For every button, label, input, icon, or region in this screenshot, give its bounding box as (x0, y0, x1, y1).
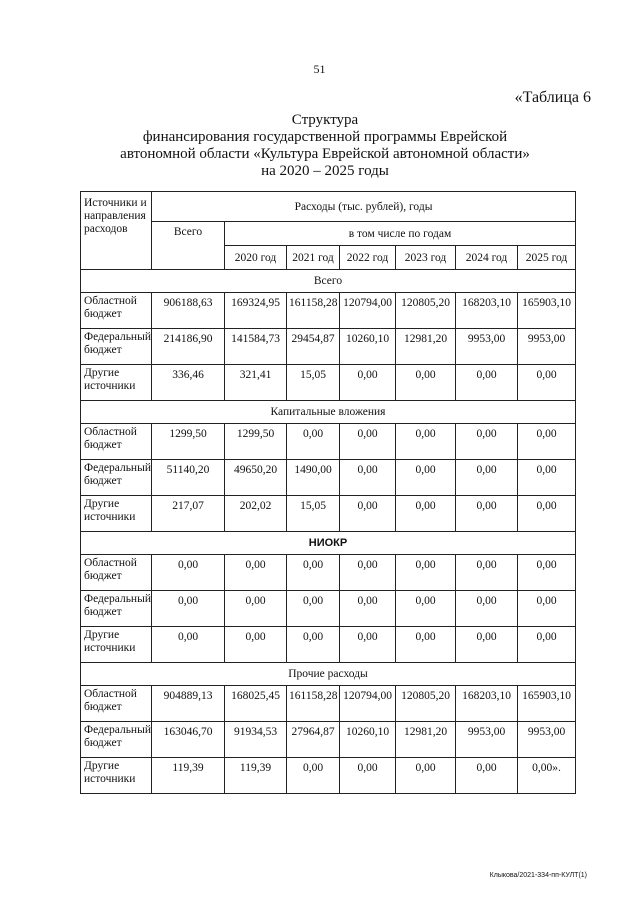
title-line: автономной области «Культура Еврейской автономной области» (120, 146, 530, 162)
total-cell: 119,39 (152, 758, 225, 794)
section-title: Прочие расходы (81, 663, 576, 686)
section-title: Всего (81, 270, 576, 293)
year-value-cell: 0,00 (287, 758, 340, 794)
year-value-cell: 168203,10 (456, 686, 518, 722)
table-row (81, 758, 576, 794)
year-value-cell: 0,00 (287, 424, 340, 460)
total-cell: 906188,63 (152, 293, 225, 329)
year-value-cell: 168203,10 (456, 293, 518, 329)
year-value-cell: 165903,10 (518, 293, 576, 329)
year-value-cell: 91934,53 (225, 722, 287, 758)
source-cell: Федеральный бюджет (81, 329, 152, 365)
header-year: 2025 год (518, 246, 576, 270)
year-value-cell: 0,00 (518, 555, 576, 591)
footer-code: Клыкова/2021-334-пп-КУЛТ(1) (489, 872, 587, 879)
header-year: 2022 год (340, 246, 396, 270)
year-value-cell: 1299,50 (225, 424, 287, 460)
table-row (81, 591, 576, 627)
header-year: 2021 год (287, 246, 340, 270)
year-value-cell: 0,00 (340, 496, 396, 532)
header-year: 2024 год (456, 246, 518, 270)
table-row (81, 496, 576, 532)
table-row (81, 627, 576, 663)
title-line: финансирования государственной программы Еврейской (142, 129, 508, 145)
table-row (81, 460, 576, 496)
header-by-years: в том числе по годам (225, 222, 576, 246)
year-value-cell: 0,00 (225, 555, 287, 591)
year-value-cell: 0,00 (456, 496, 518, 532)
year-value-cell: 0,00 (518, 591, 576, 627)
year-value-cell: 0,00 (396, 758, 456, 794)
year-value-cell: 0,00 (456, 627, 518, 663)
year-value-cell: 12981,20 (396, 722, 456, 758)
year-value-cell: 0,00 (340, 627, 396, 663)
title-line: на 2020 – 2025 годы (261, 163, 389, 179)
year-value-cell: 0,00 (287, 627, 340, 663)
total-cell: 51140,20 (152, 460, 225, 496)
year-value-cell: 0,00 (396, 460, 456, 496)
year-value-cell: 120794,00 (340, 686, 396, 722)
year-value-cell: 9953,00 (456, 722, 518, 758)
table-body (81, 270, 576, 794)
table-row (81, 293, 576, 329)
year-value-cell: 165903,10 (518, 686, 576, 722)
total-cell: 336,46 (152, 365, 225, 401)
year-value-cell: 0,00 (518, 627, 576, 663)
year-value-cell: 321,41 (225, 365, 287, 401)
financing-table (80, 191, 576, 794)
year-value-cell: 202,02 (225, 496, 287, 532)
year-value-cell: 15,05 (287, 496, 340, 532)
year-value-cell: 0,00 (340, 555, 396, 591)
source-cell: Областной бюджет (81, 293, 152, 329)
header-expenses: Расходы (тыс. рублей), годы (152, 192, 576, 222)
year-value-cell: 0,00 (340, 460, 396, 496)
header-sources: Источники и направления расходов (81, 192, 152, 270)
year-value-cell: 29454,87 (287, 329, 340, 365)
total-cell: 904889,13 (152, 686, 225, 722)
header-year: 2020 год (225, 246, 287, 270)
year-value-cell: 0,00 (287, 555, 340, 591)
page-number: 51 (313, 62, 326, 76)
year-value-cell: 119,39 (225, 758, 287, 794)
year-value-cell: 0,00 (396, 365, 456, 401)
year-value-cell: 0,00 (396, 555, 456, 591)
table-row (81, 686, 576, 722)
year-value-cell: 0,00 (456, 365, 518, 401)
section-row (81, 270, 576, 293)
section-row (81, 532, 576, 555)
table-row (81, 555, 576, 591)
year-value-cell: 0,00 (340, 365, 396, 401)
total-cell: 163046,70 (152, 722, 225, 758)
source-cell: Другие источники (81, 496, 152, 532)
table-label: «Таблица 6 (514, 89, 591, 106)
year-value-cell: 0,00 (396, 424, 456, 460)
year-value-cell: 12981,20 (396, 329, 456, 365)
section-row (81, 401, 576, 424)
year-value-cell: 169324,95 (225, 293, 287, 329)
table-row (81, 365, 576, 401)
total-cell: 1299,50 (152, 424, 225, 460)
year-value-cell: 0,00 (340, 591, 396, 627)
year-value-cell: 0,00 (456, 424, 518, 460)
year-value-cell: 0,00 (340, 758, 396, 794)
section-title: Капитальные вложения (81, 401, 576, 424)
total-cell: 0,00 (152, 627, 225, 663)
total-cell: 0,00 (152, 555, 225, 591)
year-value-cell: 0,00 (456, 555, 518, 591)
year-value-cell: 0,00 (225, 591, 287, 627)
total-cell: 217,07 (152, 496, 225, 532)
year-value-cell: 0,00 (518, 365, 576, 401)
year-value-cell: 0,00 (396, 496, 456, 532)
table-row (81, 424, 576, 460)
year-value-cell: 120805,20 (396, 686, 456, 722)
year-value-cell: 27964,87 (287, 722, 340, 758)
table-row (81, 329, 576, 365)
section-row (81, 663, 576, 686)
year-value-cell: 161158,28 (287, 686, 340, 722)
year-value-cell: 161158,28 (287, 293, 340, 329)
year-value-cell: 0,00 (456, 591, 518, 627)
source-cell: Областной бюджет (81, 555, 152, 591)
year-value-cell: 9953,00 (456, 329, 518, 365)
year-value-cell: 0,00 (340, 424, 396, 460)
header-year: 2023 год (396, 246, 456, 270)
table-row (81, 722, 576, 758)
header-total: Всего (152, 222, 225, 270)
year-value-cell: 15,05 (287, 365, 340, 401)
source-cell: Другие источники (81, 365, 152, 401)
source-cell: Областной бюджет (81, 424, 152, 460)
year-value-cell: 168025,45 (225, 686, 287, 722)
source-cell: Федеральный бюджет (81, 722, 152, 758)
year-value-cell: 0,00 (456, 460, 518, 496)
year-value-cell: 9953,00 (518, 722, 576, 758)
year-value-cell: 0,00 (456, 758, 518, 794)
source-cell: Другие источники (81, 627, 152, 663)
year-value-cell: 0,00 (396, 591, 456, 627)
year-value-cell: 0,00 (287, 591, 340, 627)
year-value-cell: 0,00 (225, 627, 287, 663)
year-value-cell: 49650,20 (225, 460, 287, 496)
table-header (81, 192, 576, 270)
source-cell: Областной бюджет (81, 686, 152, 722)
year-value-cell: 1490,00 (287, 460, 340, 496)
section-title: НИОКР (81, 532, 576, 555)
title-line: Структура (291, 112, 359, 128)
year-value-cell: 120805,20 (396, 293, 456, 329)
year-value-cell: 0,00 (518, 496, 576, 532)
total-cell: 0,00 (152, 591, 225, 627)
document-title (80, 112, 570, 180)
year-value-cell: 0,00 (518, 424, 576, 460)
source-cell: Другие источники (81, 758, 152, 794)
year-value-cell: 10260,10 (340, 329, 396, 365)
year-value-cell: 0,00 (518, 460, 576, 496)
source-cell: Федеральный бюджет (81, 460, 152, 496)
source-cell: Федеральный бюджет (81, 591, 152, 627)
year-value-cell: 141584,73 (225, 329, 287, 365)
year-value-cell: 0,00 (396, 627, 456, 663)
year-value-cell: 120794,00 (340, 293, 396, 329)
year-value-cell: 0,00». (518, 758, 576, 794)
total-cell: 214186,90 (152, 329, 225, 365)
year-value-cell: 10260,10 (340, 722, 396, 758)
year-value-cell: 9953,00 (518, 329, 576, 365)
